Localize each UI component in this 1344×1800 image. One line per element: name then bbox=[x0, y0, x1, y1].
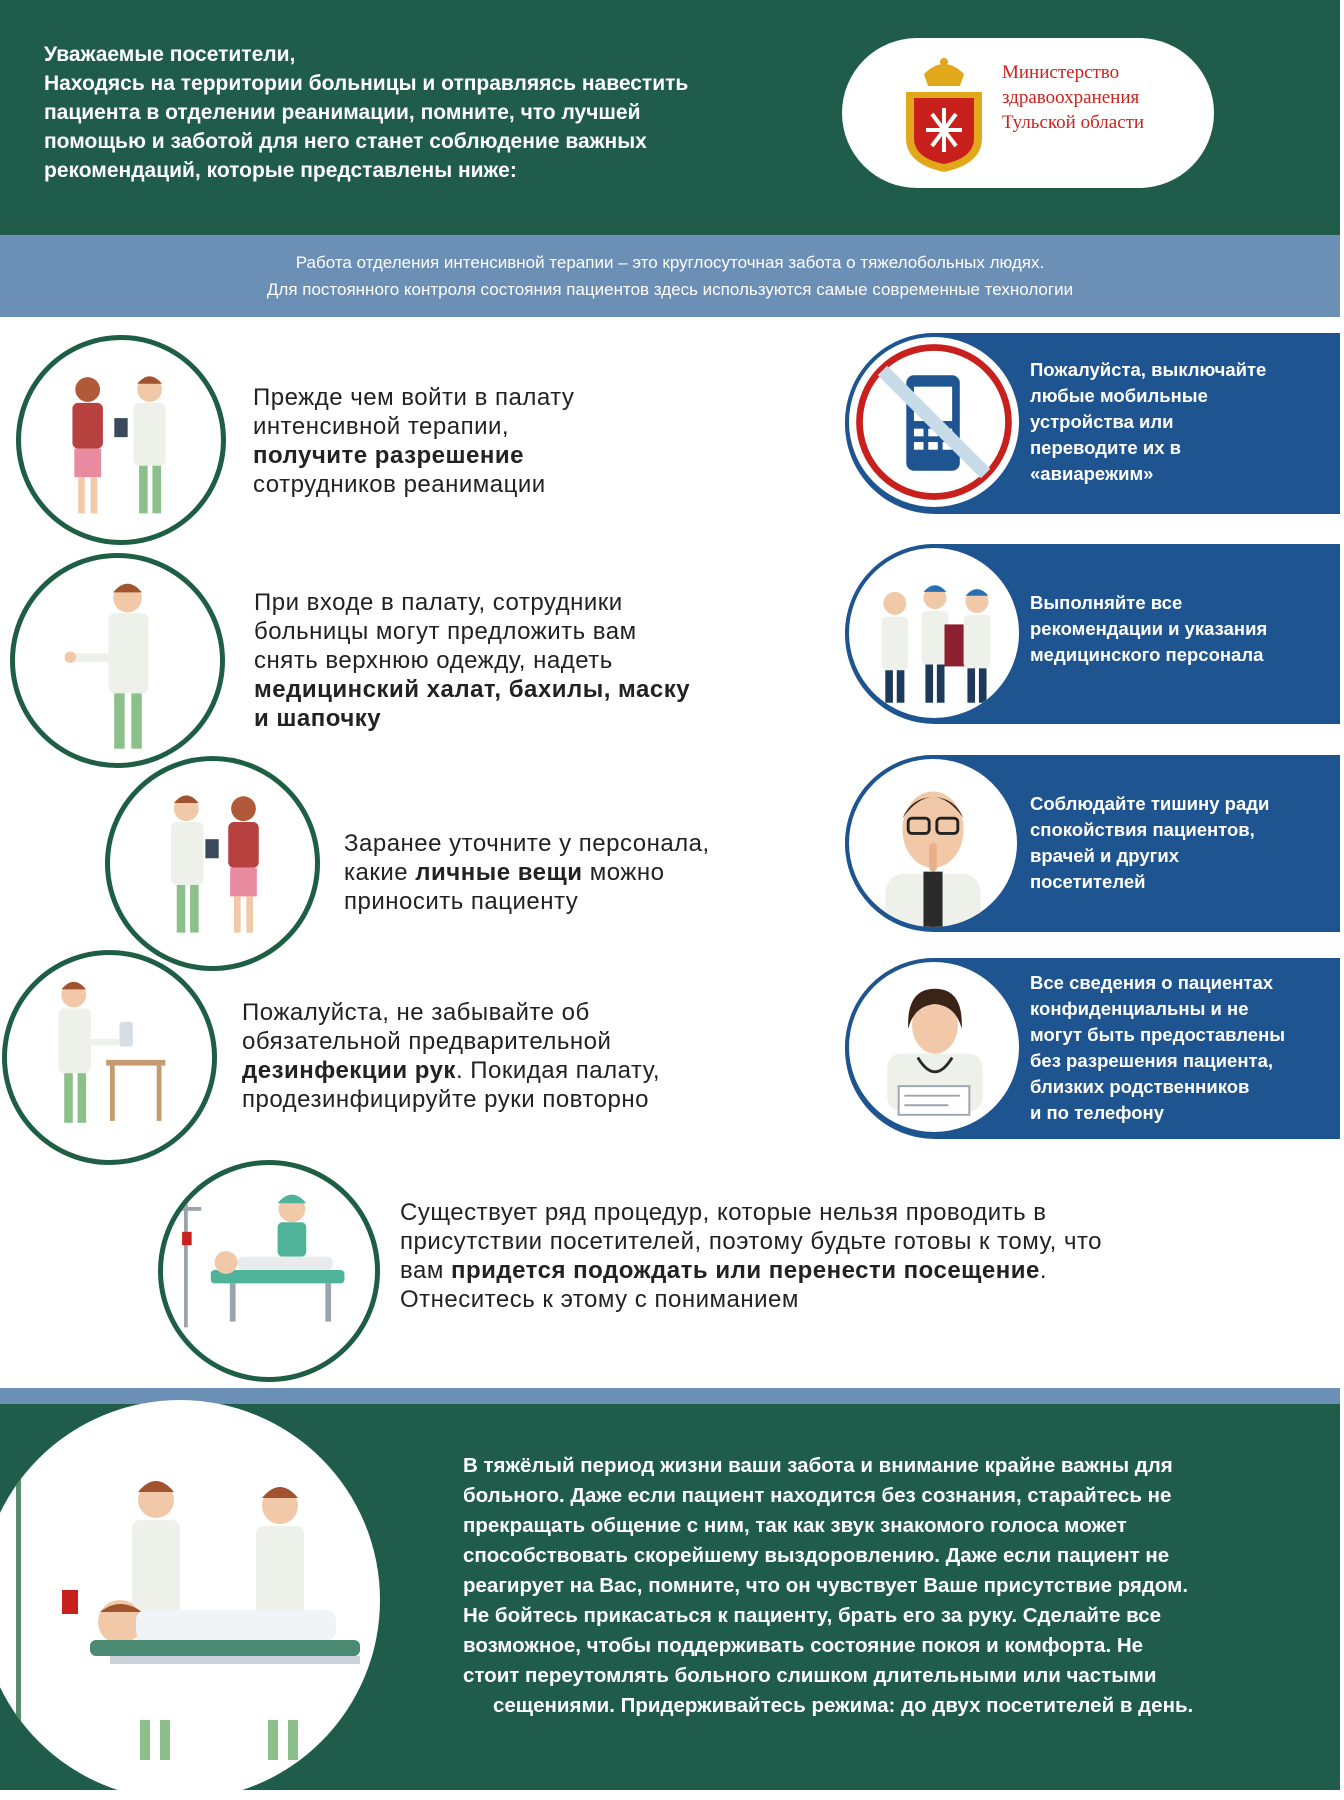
ministry-name-line: здравоохранения bbox=[1002, 87, 1140, 108]
text-line: При входе в палату, сотрудники bbox=[254, 589, 623, 616]
doctor-shush-icon bbox=[845, 755, 1021, 931]
phones-card-text bbox=[1030, 357, 1322, 487]
card-line: устройства или bbox=[1030, 411, 1174, 432]
card-line: Выполняйте все bbox=[1030, 592, 1183, 613]
text-line-mixed bbox=[242, 1056, 660, 1085]
info-line: Для постоянного контроля состояния пациентов здесь используются самые современные технологии bbox=[266, 280, 1074, 299]
card-line: близких родственников bbox=[1030, 1076, 1250, 1097]
advice-line: больного. Даже если пациент находится без сознания, старайтесь не bbox=[463, 1484, 1172, 1507]
text-line: продезинфицируйте руки повторно bbox=[242, 1086, 649, 1113]
text-line: присутствии посетителей, поэтому будьте готовы к тому, что bbox=[400, 1228, 1103, 1255]
advice-line: прекращать общение с ним, так как звук знакомого голоса может bbox=[463, 1514, 1127, 1537]
bold-phrase: придется подождать или перенести посещение bbox=[451, 1257, 1040, 1284]
text-span: . bbox=[1039, 1257, 1048, 1284]
bold-phrase: медицинский халат, бахилы, маску bbox=[254, 676, 691, 703]
header-line: Находясь на территории больницы и отправляясь навестить bbox=[44, 72, 689, 95]
text-span: . Покидая палату, bbox=[455, 1057, 660, 1084]
card-line: «авиарежим» bbox=[1030, 463, 1154, 484]
staff-card bbox=[845, 544, 1340, 724]
card-line: без разрешения пациента, bbox=[1030, 1050, 1274, 1071]
text-span: какие bbox=[344, 859, 416, 886]
text-line-mixed bbox=[400, 1256, 1102, 1285]
card-line: переводите их в bbox=[1030, 437, 1182, 458]
card-line: Соблюдайте тишину ради bbox=[1030, 793, 1270, 814]
coat-of-arms-icon bbox=[894, 52, 994, 176]
disinfection-text bbox=[242, 998, 660, 1114]
silence-card bbox=[845, 755, 1340, 932]
doctor-visitor-illustration bbox=[105, 756, 320, 971]
ministry-badge bbox=[842, 38, 1214, 188]
phones-card bbox=[845, 333, 1340, 514]
advice-line: В тяжёлый период жизни ваши забота и внимание крайне важны для bbox=[463, 1454, 1173, 1477]
card-line: Все сведения о пациентах bbox=[1030, 972, 1274, 993]
info-line: Работа отделения интенсивной терапии – это круглосуточная забота о тяжелобольных людях. bbox=[295, 253, 1045, 272]
text-line-bold bbox=[254, 675, 690, 704]
silence-card-text bbox=[1030, 791, 1322, 895]
procedures-text bbox=[400, 1198, 1102, 1314]
advice-line: способствовать скорейшему выздоровлению. Даже если пациент не bbox=[463, 1544, 1170, 1567]
advice-line: реагирует на Вас, помните, что он чувствует Ваше присутствие рядом. bbox=[463, 1574, 1189, 1597]
card-line: конфиденциальны и не bbox=[1030, 998, 1249, 1019]
doctor-writing-icon bbox=[845, 958, 1023, 1136]
card-line: медицинского персонала bbox=[1030, 644, 1264, 665]
ministry-name-line: Тульской области bbox=[1002, 112, 1145, 133]
belongings-text bbox=[344, 829, 710, 916]
card-line: врачей и других bbox=[1030, 845, 1180, 866]
text-line: снять верхнюю одежду, надеть bbox=[254, 647, 613, 674]
hospital-bed-illustration bbox=[158, 1160, 380, 1382]
advice-line: возможное, чтобы поддерживать состояние покоя и комфорта. Не bbox=[463, 1634, 1144, 1657]
card-line: спокойствия пациентов, bbox=[1030, 819, 1255, 840]
clothing-text bbox=[254, 588, 690, 733]
text-line: больницы могут предложить вам bbox=[254, 618, 637, 645]
advice-line: Не бойтесь прикасаться к пациенту, брать его за руку. Сделайте все bbox=[463, 1604, 1162, 1627]
advice-line: сещениями. Придерживайтесь режима: до двух посетителей в день. bbox=[493, 1694, 1194, 1717]
text-line: приносить пациенту bbox=[344, 888, 579, 915]
header-line: пациента в отделении реанимации, помните, что лучшей bbox=[44, 101, 641, 124]
text-line: Существует ряд процедур, которые нельзя проводить в bbox=[400, 1199, 1047, 1226]
card-line: Пожалуйста, выключайте bbox=[1030, 359, 1267, 380]
privacy-card-text bbox=[1030, 970, 1322, 1126]
text-line: интенсивной терапии, bbox=[253, 413, 510, 440]
text-line: Заранее уточните у персонала, bbox=[344, 830, 710, 857]
hand-sanitizer-illustration bbox=[2, 950, 217, 1165]
text-span: вам bbox=[400, 1257, 451, 1284]
header-greeting bbox=[44, 40, 804, 185]
card-line: посетителей bbox=[1030, 871, 1146, 892]
card-line: могут быть предоставлены bbox=[1030, 1024, 1286, 1045]
header-line: рекомендаций, которые представлены ниже: bbox=[44, 159, 517, 182]
text-line-bold bbox=[253, 441, 574, 470]
card-line: и по телефону bbox=[1030, 1102, 1164, 1123]
text-line-bold bbox=[254, 704, 690, 733]
advice-line: стоит переутомлять больного слишком длительными или частыми bbox=[463, 1664, 1157, 1687]
medical-staff-icon bbox=[845, 544, 1023, 722]
header-line: Уважаемые посетители, bbox=[44, 43, 296, 66]
text-span: можно bbox=[582, 859, 665, 886]
staff-card-text bbox=[1030, 590, 1322, 668]
text-line-mixed bbox=[344, 858, 710, 887]
bold-phrase: личные вещи bbox=[415, 859, 583, 886]
header-banner bbox=[0, 0, 1340, 235]
text-line: Пожалуйста, не забывайте об bbox=[242, 999, 590, 1026]
bold-phrase: и шапочку bbox=[254, 705, 382, 732]
bottom-advice-text bbox=[463, 1451, 1323, 1721]
info-band bbox=[0, 235, 1340, 317]
text-line: обязательной предварительной bbox=[242, 1028, 612, 1055]
card-line: любые мобильные bbox=[1030, 385, 1208, 406]
text-line: Отнеситесь к этому с пониманием bbox=[400, 1286, 799, 1313]
permission-text bbox=[253, 383, 574, 499]
doctor-offering-illustration bbox=[10, 553, 225, 768]
no-phone-icon bbox=[845, 333, 1023, 511]
bold-phrase: дезинфекции рук bbox=[242, 1057, 456, 1084]
visitor-doctor-illustration bbox=[16, 335, 226, 545]
text-line: Прежде чем войти в палату bbox=[253, 384, 575, 411]
header-line: помощью и заботой для него станет соблюдение важных bbox=[44, 130, 647, 153]
ministry-name-line: Министерство bbox=[1002, 62, 1120, 83]
ministry-name bbox=[1002, 60, 1202, 135]
privacy-card bbox=[845, 958, 1340, 1139]
bold-phrase: получите разрешение bbox=[253, 442, 524, 469]
text-line: сотрудников реанимации bbox=[253, 471, 546, 498]
card-line: рекомендации и указания bbox=[1030, 618, 1268, 639]
